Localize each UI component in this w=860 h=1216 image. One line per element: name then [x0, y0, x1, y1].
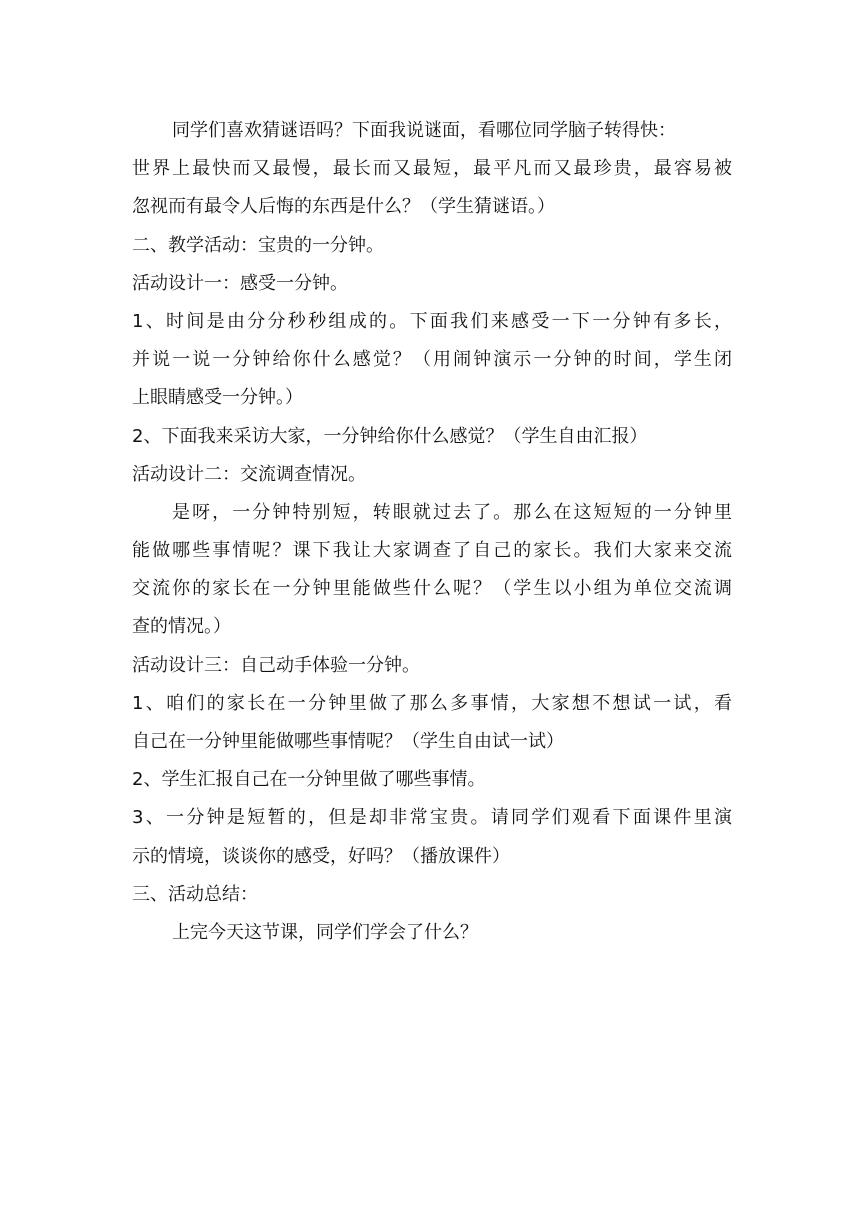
paragraph-line: 1、时间是由分分秒秒组成的。下面我们来感受一下一分钟有多长， [132, 310, 732, 332]
paragraph-line: 3、一分钟是短暂的，但是却非常宝贵。请同学们观看下面课件里演 [132, 807, 732, 829]
paragraph-line: 查的情况。） [132, 616, 231, 638]
paragraph-line: 上完今天这节课，同学们学会了什么？ [172, 921, 478, 943]
paragraph-line: 忽视而有最令人后悔的东西是什么？（学生猜谜语。） [132, 196, 555, 218]
section-heading: 二、教学活动：宝贵的一分钟。 [132, 234, 384, 256]
activity-heading: 活动设计三：自己动手体验一分钟。 [132, 654, 420, 676]
paragraph-line: 同学们喜欢猜谜语吗？下面我说谜面，看哪位同学脑子转得快： [172, 120, 676, 141]
activity-heading: 活动设计一：感受一分钟。 [132, 272, 348, 294]
paragraph-line: 2、下面我来采访大家，一分钟给你什么感觉？（学生自由汇报） [132, 425, 648, 447]
paragraph-line: 上眼睛感受一分钟。） [132, 387, 303, 409]
section-heading: 三、活动总结： [132, 883, 258, 905]
paragraph-line: 示的情境，谈谈你的感受，好吗？（播放课件） [132, 845, 510, 867]
paragraph-line: 自己在一分钟里能做哪些事情呢？（学生自由试一试） [132, 731, 564, 752]
paragraph-line: 是呀，一分钟特别短，转眼就过去了。那么在这短短的一分钟里 [172, 501, 732, 523]
paragraph-line: 交流你的家长在一分钟里能做些什么呢？（学生以小组为单位交流调 [132, 578, 732, 600]
paragraph-line: 1、咱们的家长在一分钟里做了那么多事情，大家想不想试一试，看 [132, 692, 732, 714]
activity-heading: 活动设计二：交流调查情况。 [132, 463, 366, 485]
paragraph-line: 并说一说一分钟给你什么感觉？（用闹钟演示一分钟的时间，学生闭 [132, 349, 732, 371]
document-body [132, 112, 732, 952]
paragraph-line: 2、学生汇报自己在一分钟里做了哪些事情。 [132, 769, 486, 791]
paragraph-line: 能做哪些事情呢？课下我让大家调查了自己的家长。我们大家来交流 [132, 540, 732, 562]
paragraph-line: 世界上最快而又最慢，最长而又最短，最平凡而又最珍贵，最容易被 [132, 158, 732, 180]
